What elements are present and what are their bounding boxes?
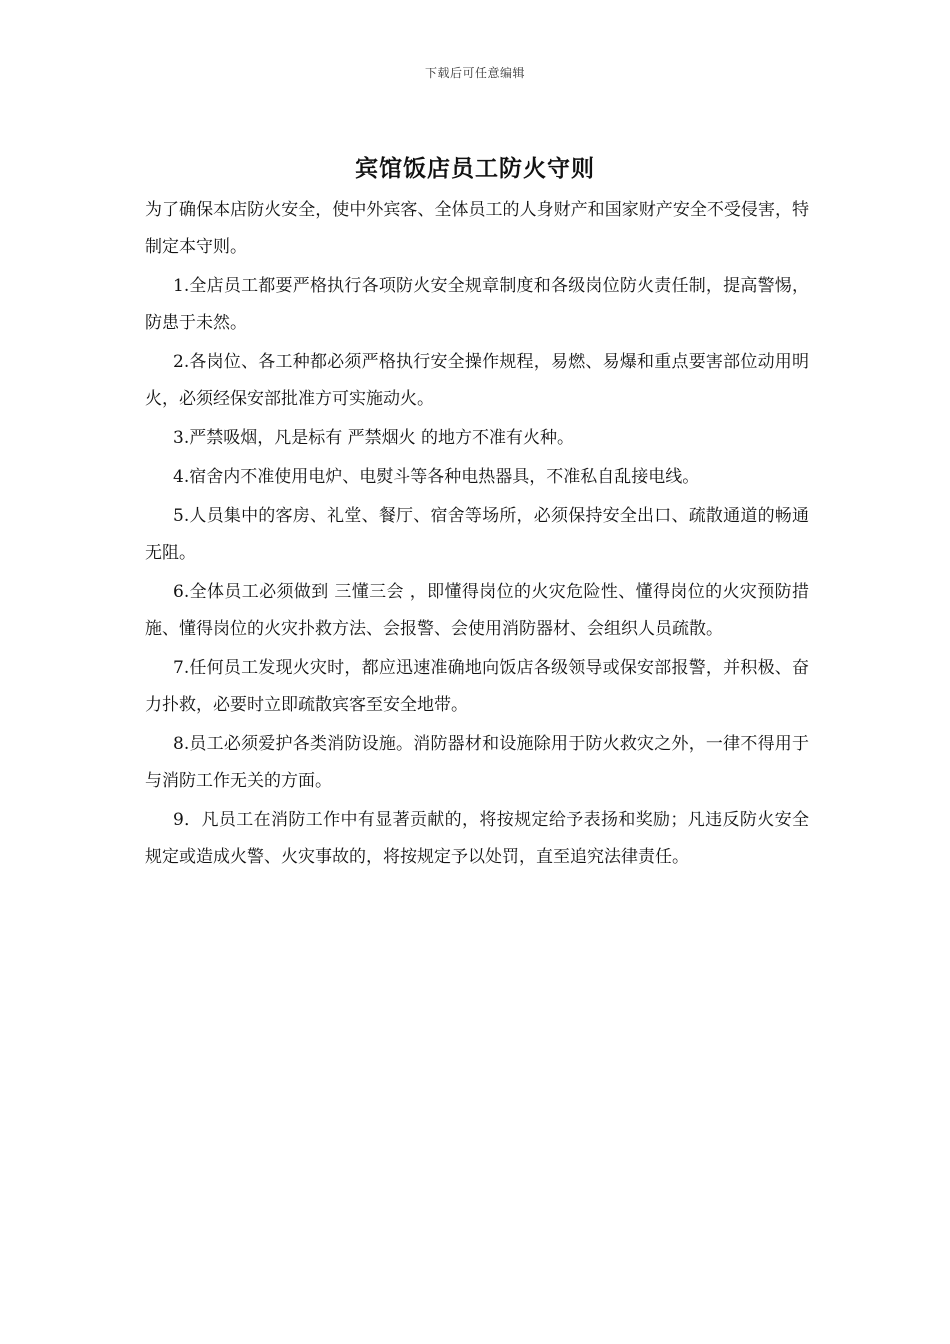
intro-paragraph: 为了确保本店防火安全，使中外宾客、全体员工的人身财产和国家财产安全不受侵害，特制定本守则。 (145, 200, 809, 257)
rule-6: 6.全体员工必须做到 三懂三会 ，即懂得岗位的火灾危险性、懂得岗位的火灾预防措施、懂得岗位的火灾扑救方法、会报警、会使用消防器材、会组织人员疏散。 (145, 582, 809, 639)
page-header-note: 下载后可任意编辑 (424, 66, 525, 80)
rule-8: 8.员工必须爱护各类消防设施。消防器材和设施除用于防火救灾之外，一律不得用于与消防工作无关的方面。 (145, 734, 809, 791)
rule-5: 5.人员集中的客房、礼堂、餐厅、宿舍等场所，必须保持安全出口、疏散通道的畅通无阻。 (145, 506, 809, 563)
document-body (145, 192, 809, 878)
rule-7: 7.任何员工发现火灾时，都应迅速准确地向饭店各级领导或保安部报警，并积极、奋力扑救，必要时立即疏散宾客至安全地带。 (145, 658, 809, 715)
rule-2: 2.各岗位、各工种都必须严格执行安全操作规程，易燃、易爆和重点要害部位动用明火，必须经保安部批准方可实施动火。 (145, 352, 809, 409)
rule-4: 4.宿舍内不准使用电炉、电熨斗等各种电热器具，不准私自乱接电线。 (173, 467, 700, 487)
document-title: 宾馆饭店员工防火守则 (355, 155, 595, 182)
rule-1: 1.全店员工都要严格执行各项防火安全规章制度和各级岗位防火责任制，提高警惕，防患于未然。 (145, 276, 809, 333)
rule-9: 9．凡员工在消防工作中有显著贡献的，将按规定给予表扬和奖励；凡违反防火安全规定或造成火警、火灾事故的，将按规定予以处罚，直至追究法律责任。 (145, 810, 809, 867)
rule-3: 3.严禁吸烟，凡是标有 严禁烟火 的地方不准有火种。 (173, 428, 575, 448)
